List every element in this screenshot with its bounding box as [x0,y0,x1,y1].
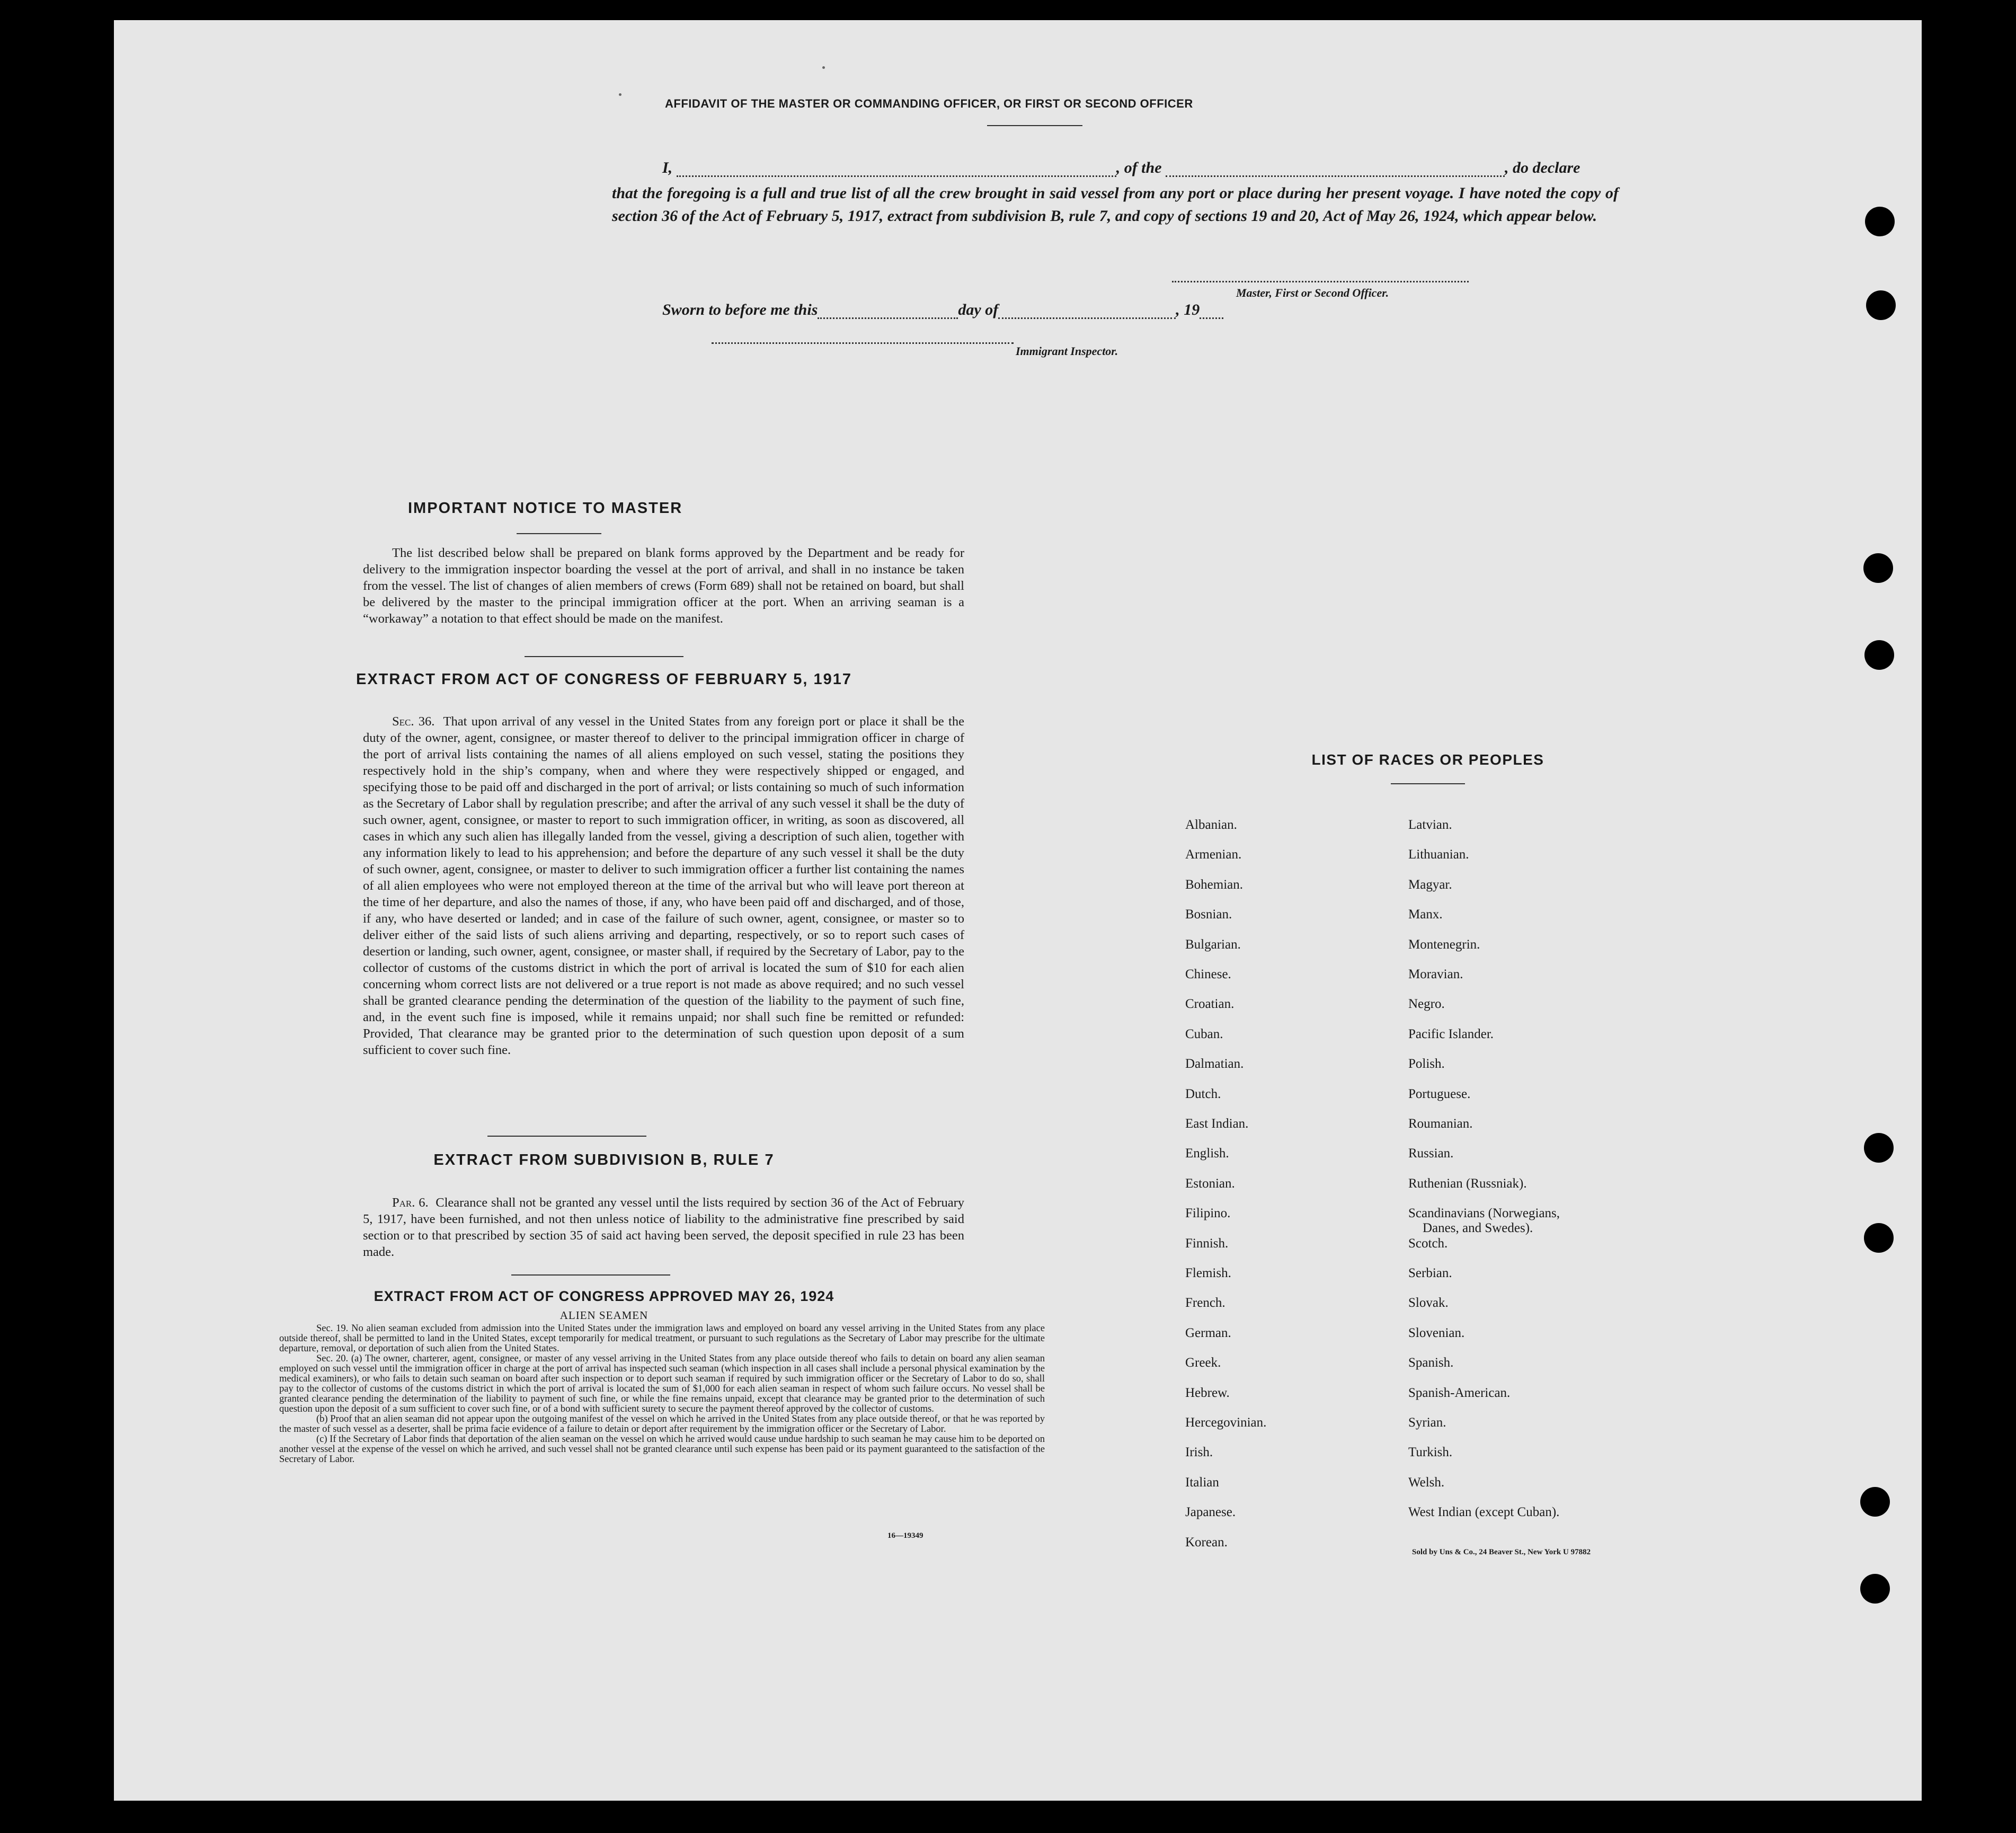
race-item: Bohemian. [1185,877,1244,892]
race-item: Chinese. [1185,967,1231,981]
race-item: Croatian. [1185,997,1235,1012]
subdivision-b-title: EXTRACT FROM SUBDIVISION B, RULE 7 [433,1152,775,1168]
sec20b-text: (b) Proof that an alien seaman did not appear upon the outgoing manifest of the vessel on which he arrived in the United States from any place outside thereof, or that he was reported by the master of such vessel as a deserter, shall be prima facie evidence of a failure to detain or deport after requirement by the immigration officer or the Secretary of Labor. [279,1414,1045,1434]
page-mark [619,93,621,96]
races-title: LIST OF RACES OR PEOPLES [1311,751,1544,768]
race-item: East Indian. [1185,1117,1249,1131]
par6-label: Par. 6. [392,1196,429,1210]
affidavit-body: that the foregoing is a full and true list of all the crew brought in said vessel from any port or place during her present voyage. I have noted the copy of section 36 of the Act of February 5, 1917, extract from subdivision B, rule 7, and copy of sections 19 and 20, Act of May 26, 1924, which appear below. [612,184,1619,225]
race-item: Greek. [1185,1356,1221,1370]
race-item: Russian. [1408,1146,1454,1161]
sworn-day-field [818,302,958,319]
declare-label: , do declare [1505,159,1580,176]
extract-1924-text [279,1324,1045,1465]
day-of-label: day of [958,301,999,318]
par6-body: Clearance shall not be granted any vessel until the lists required by section 36 of the Act of February 5, 1917, have been furnished, and not then unless notice of liability to the administrative fine prescribed by said section or to that prescribed by section 35 of said act having been served, the deposit specified in rule 23 has been made. [363,1196,965,1259]
race-item: Filipino. [1185,1206,1231,1221]
race-item: German. [1185,1325,1231,1340]
extract-1917-text [363,713,964,1058]
race-item: Montenegrin. [1408,937,1480,952]
sec36-label: Sec. 36. [392,714,435,729]
race-item: Japanese. [1185,1505,1236,1520]
punch-hole [1860,1487,1890,1517]
master-signature-label: Master, First or Second Officer. [1236,286,1389,299]
title-divider [987,125,1082,126]
race-item: Spanish. [1408,1356,1454,1370]
race-item: Ruthenian (Russniak). [1408,1176,1527,1191]
section-divider [487,1136,646,1137]
race-item: Magyar. [1408,877,1452,892]
races-divider [1391,783,1465,784]
alien-seamen-subtitle: ALIEN SEAMEN [559,1309,649,1322]
punch-hole [1860,1574,1890,1604]
affidavit-title: AFFIDAVIT OF THE MASTER OR COMMANDING OFFICER, OR FIRST OR SECOND OFFICER [665,97,1193,110]
race-item: Bulgarian. [1185,937,1241,952]
punch-hole [1864,1223,1894,1253]
race-item: English. [1185,1146,1229,1161]
race-item: Bosnian. [1185,907,1232,922]
punch-hole [1864,1133,1894,1163]
sec36-body: That upon arrival of any vessel in the United States from any foreign port or place it shall be the duty of the owner, agent, consignee, or master thereof to deliver to the principal immigration officer in charge of the port of arrival lists containing the names of all aliens employed on such vessel, stating the positions they respectively hold in the ship’s company, when and where they were respectively shipped or engaged, and specifying those to be paid off and discharged in the port of arrival; or lists containing so much of such information as the Secretary of Labor shall by regulation prescribe; and after the arrival of any such vessel it shall be the duty of such owner, agent, consignee, or master to report to such immigration officer, in writing, as soon as discovered, all cases in which any such alien has illegally landed from the vessel, giving a description of such alien, together with any information likely to lead to his apprehension; and before the departure of any such vessel it shall be the duty of such owner, agent, consignee, or master to deliver to such immigration officer a further list containing the names of all alien employees who were not employed thereon at the time of the arrival but who will leave port thereon at the time of her departure, and also the names of those, if any, who have been paid off and discharged, and of those, if any, who have deserted or landed; and in case of the failure of such owner, agent, consignee, or master so to deliver either of the said lists of such aliens arriving and departing, respectively, or so to report such cases of desertion or landing, such owner, agent, consignee, or master shall, if required by the Secretary of Labor, pay to the collector of customs of the customs district in which the port of arrival is located the sum of $10 for each alien concerning whom correct lists are not delivered or a true report is not made as above required; and no such vessel shall be granted clearance pending the determination of the question of the liability to the payment of such fine, and, in the event such fine is imposed, while it remains unpaid; nor shall such fine be remitted or refunded: Provided, That clearance may be granted prior to the determination of such question upon deposit of a sum sufficient to cover such fine. [363,714,964,1057]
notice-divider [517,533,601,534]
race-item: Armenian. [1185,847,1242,862]
race-item: Estonian. [1185,1176,1235,1191]
declarant-name-field [677,160,1116,177]
race-item: Spanish-American. [1408,1385,1511,1400]
race-item: Serbian. [1408,1266,1452,1280]
declaration-line [612,159,1580,177]
extract-1917-title: EXTRACT FROM ACT OF CONGRESS OF FEBRUARY 5, 1917 [356,671,852,688]
master-signature-line [1172,281,1469,282]
form-number: 16—19349 [887,1531,923,1540]
sec19-text: Sec. 19. No alien seaman excluded from admission into the United States under the immigration laws and employed on board any vessel arriving in the United States from any place outside thereof, shall be permitted to land in the United States, except temporarily for medical treatment, or pursuant to such regulations as the Secretary of Labor may prescribe for the ultimate departure, removal, or deportation of such alien from the United States. [279,1323,1045,1354]
printer-note: Sold by Uns & Co., 24 Beaver St., New York U 97882 [1412,1548,1591,1556]
page-mark [822,66,825,69]
race-item: French. [1185,1296,1225,1310]
race-item: Lithuanian. [1408,847,1469,862]
document-page [114,20,1922,1801]
race-item: Welsh. [1408,1475,1445,1490]
race-item: Korean. [1185,1535,1228,1549]
race-item: Flemish. [1185,1266,1231,1280]
race-item: Portuguese. [1408,1086,1471,1101]
notice-text [363,545,964,627]
race-item: Latvian. [1408,818,1452,832]
race-item: Danes, and Swedes). [1423,1221,1533,1236]
race-item: Roumanian. [1408,1117,1473,1131]
race-item: Scandinavians (Norwegians, [1408,1206,1560,1221]
race-item: Syrian. [1408,1415,1446,1430]
race-item: Finnish. [1185,1236,1229,1251]
inspector-signature-line [712,342,1014,344]
race-item: Dalmatian. [1185,1057,1244,1072]
sworn-month-field [998,302,1176,319]
inspector-label: Immigrant Inspector. [1016,344,1118,358]
punch-hole [1866,290,1896,320]
race-item: Hercegovinian. [1185,1415,1267,1430]
sec20a-text: Sec. 20. (a) The owner, charterer, agent, consignee, or master of any vessel arriving in the United States from any place outside thereof who fails to detain on board any alien seaman employed on such vessel until the immigration officer in charge at the port of arrival has inspected such seaman (which inspection in all cases shall include a personal physical examination by the medical examiners), or who fails to detain such seaman on board after such inspection or to deport such seaman if required by such immigration officer or the Secretary of Labor to do so, shall pay to the collector of customs of the customs district in which the port of arrival is located the sum of $1,000 for each alien seaman in respect of whom such failure occurs. No vessel shall be granted clearance pending the determination of the liability to payment of such fine, or while the fine remains unpaid, except that clearance may be granted prior to the determination of such question upon the deposit of a sum sufficient to cover such fine, or of a bond with sufficient surety to secure the payment thereof approved by the collector of customs. [279,1353,1045,1414]
race-item: Cuban. [1185,1026,1223,1041]
sworn-year-field [1200,302,1223,319]
race-item: Polish. [1408,1057,1445,1072]
section-divider [511,1274,670,1276]
punch-hole [1865,207,1895,236]
race-item: Slovak. [1408,1296,1449,1310]
vessel-name-field [1166,160,1505,177]
race-item: Manx. [1408,907,1443,922]
year-label: , 19 [1176,301,1200,318]
extract-1924-title: EXTRACT FROM ACT OF CONGRESS APPROVED MAY 26, 1924 [374,1288,834,1304]
punch-hole [1863,553,1893,583]
race-item: West Indian (except Cuban). [1408,1505,1560,1520]
race-item: Moravian. [1408,967,1463,981]
subdivision-b-text [363,1194,964,1260]
race-item: Slovenian. [1408,1325,1465,1340]
race-item: Irish. [1185,1445,1213,1460]
race-item: Negro. [1408,997,1445,1012]
race-item: Albanian. [1185,818,1237,832]
race-item: Scotch. [1408,1236,1448,1251]
race-item: Hebrew. [1185,1385,1230,1400]
race-item: Italian [1185,1475,1219,1490]
race-item: Pacific Islander. [1408,1026,1494,1041]
of-the-label: , of the [1116,159,1162,176]
notice-title: IMPORTANT NOTICE TO MASTER [408,500,683,517]
sworn-line [662,301,1223,319]
race-item: Turkish. [1408,1445,1453,1460]
sworn-prefix: Sworn to before me this [662,301,818,318]
race-item: Dutch. [1185,1086,1221,1101]
sec20c-text: (c) If the Secretary of Labor finds that deportation of the alien seaman on the vessel on which he arrived would cause undue hardship to such seaman he may cause him to be deported on another vessel at the expense of the vessel on which he arrived, and such vessel shall not be granted clearance until such expense has been paid or its payment guaranteed to the satisfaction of the Secretary of Labor. [279,1434,1045,1465]
notice-text-body: The list described below shall be prepared on blank forms approved by the Department and be ready for delivery to the immigration inspector boarding the vessel at the port of arrival, and shall in no instance be taken from the vessel. The list of changes of alien members of crews (Form 689) shall not be retained on board, but shall be delivered by the master to the principal immigration officer at the port. When an arriving seaman is a “workaway” a notation to that effect should be made on the manifest. [363,546,964,626]
section-divider [525,656,683,657]
punch-hole [1864,640,1894,670]
declarant-prefix: I, [662,159,673,176]
